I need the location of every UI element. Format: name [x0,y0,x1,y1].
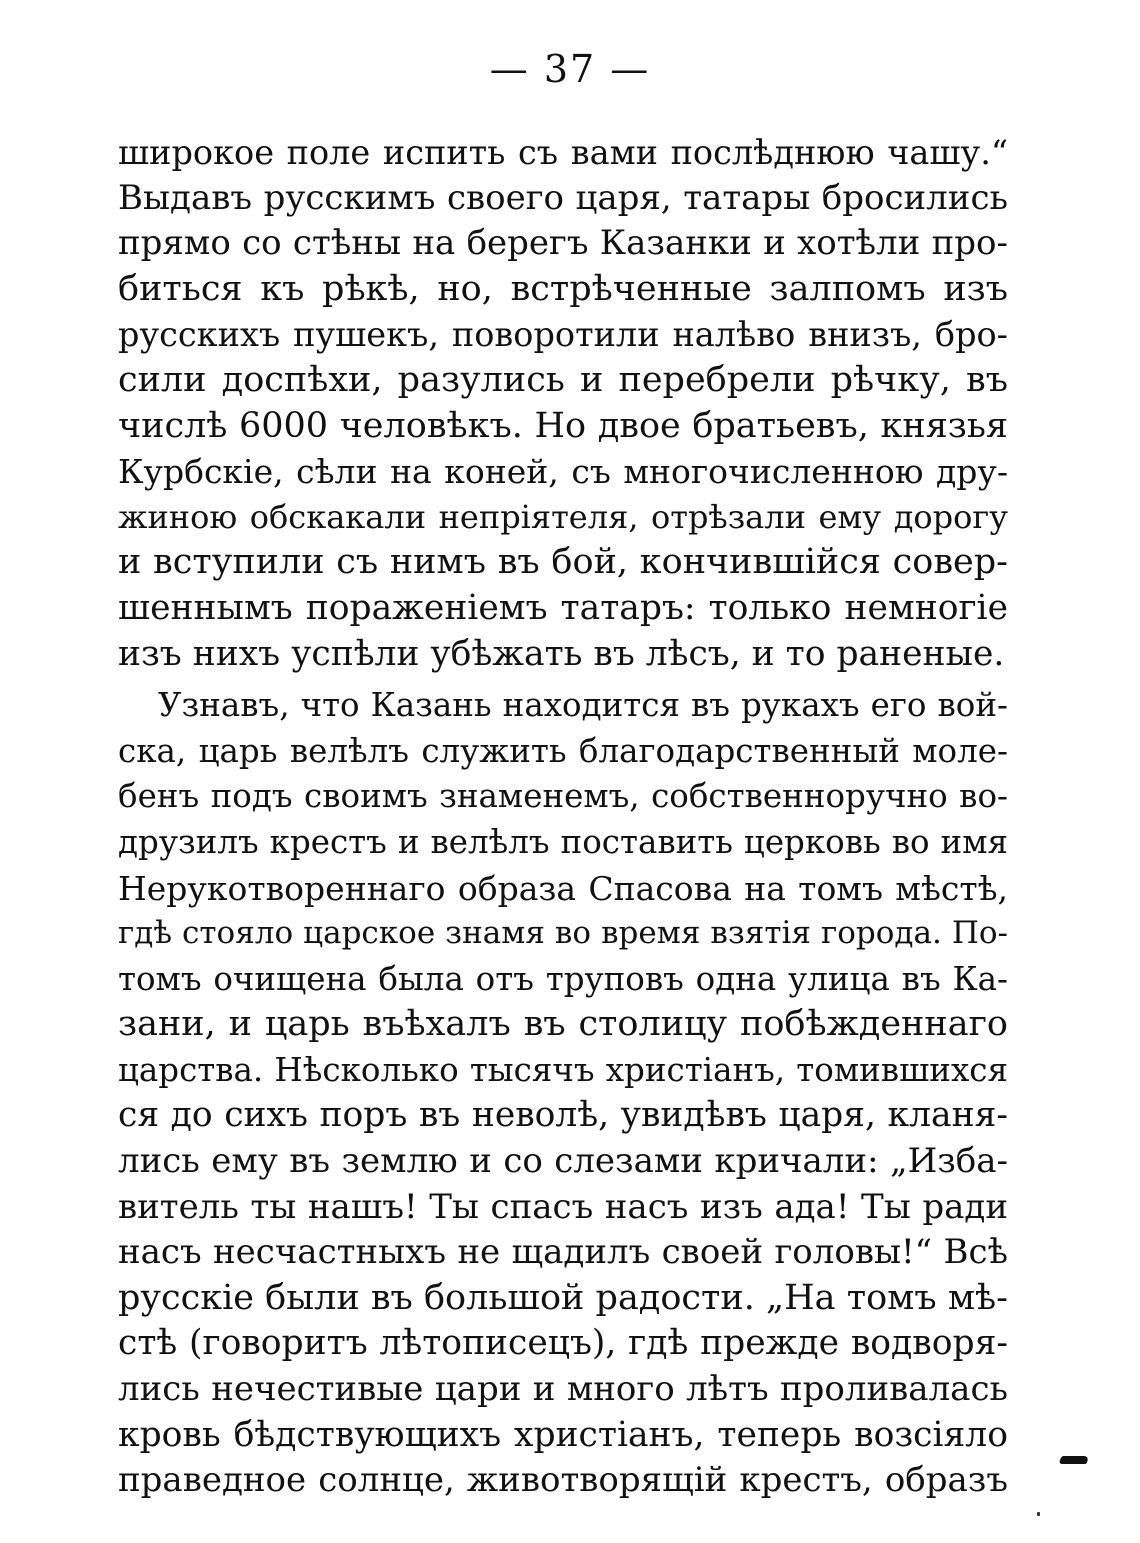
text-line: томъ очищена была отъ труповъ одна улица въ Ка- [118,959,1008,998]
ink-smudge-mark [1058,1456,1090,1464]
text-line: бенъ подъ своимъ знаменемъ, собственноручно во- [118,777,1008,816]
text-line: кровь бѣдствующихъ христіанъ, теперь возсіяло [118,1414,1008,1455]
text-line: изъ нихъ успѣли убѣжать въ лѣсъ, и то раненые. [118,633,1005,674]
text-line: гдѣ стояло царское знамя во время взятія города. По- [118,915,1008,952]
text-line: жиною обскакали непріятеля, отрѣзали ему дорогу [118,497,1008,536]
text-line: витель ты нашъ! Ты спасъ насъ изъ ада! Ты ради [118,1186,1008,1227]
text-line: ска, царь велѣлъ служить благодарственный моле- [118,731,1008,770]
text-line: лись нечестивые цари и много лѣтъ проливалась [118,1369,1008,1410]
text-line: биться къ рѣкѣ, но, встрѣченные залпомъ изъ [118,268,1008,309]
text-line: русскіе были въ большой радости. „На томъ мѣ- [118,1277,1008,1318]
text-line: числѣ 6000 человѣкъ. Но двое братьевъ, князья [118,405,1008,446]
text-line: широкое поле испить съ вами послѣднюю чашу.“ [118,133,1008,172]
text-line: Узнавъ, что Казань находится въ рукахъ его вой- [158,686,1008,725]
text-line: царства. Нѣсколько тысячъ христіанъ, томившихся [118,1050,1008,1089]
text-line: Курбскіе, сѣли на коней, съ многочисленною дру- [118,452,1008,492]
page-number: — 37 — [489,47,651,91]
text-line: зани, и царь въѣхалъ въ столицу побѣжденнаго [118,1004,1008,1045]
text-line: стѣ (говоритъ лѣтописецъ), гдѣ прежде водворя- [118,1323,1008,1364]
text-line: сили доспѣхи, разулись и перебрели рѣчку, въ [118,359,1008,400]
ink-speck-mark [1037,1512,1040,1516]
paragraph-1 [118,130,1008,677]
text-line: друзилъ крестъ и велѣлъ поставить церковь во имя [118,822,1008,861]
text-line: лись ему въ землю и со слезами кричали: „Избa- [118,1141,1008,1182]
text-line: прямо со стѣны на берегъ Казанки и хотѣли про- [118,223,1008,264]
text-line: насъ несчастныхъ не щадилъ своей головы!“ Всѣ [118,1232,1008,1273]
text-line: русскихъ пушекъ, поворотили налѣво внизъ, бро- [118,315,1008,355]
body-text [118,130,1008,1504]
paragraph-2 [118,683,1008,1504]
text-line: Выдавъ русскимъ своего царя, татары бросились [118,177,1008,218]
text-line: шеннымъ пораженіемъ татаръ: только немногіе [118,587,1008,628]
text-line: ся до сихъ поръ въ неволѣ, увидѣвъ царя, кланя- [118,1095,1008,1136]
text-line: Нерукотвореннаго образа Спасова на томъ мѣстѣ, [118,868,1008,908]
text-line: и вступили съ нимъ въ бой, кончившійся совер- [118,542,1008,583]
text-line: праведное солнце, животворящій крестъ, образъ [118,1460,1008,1501]
